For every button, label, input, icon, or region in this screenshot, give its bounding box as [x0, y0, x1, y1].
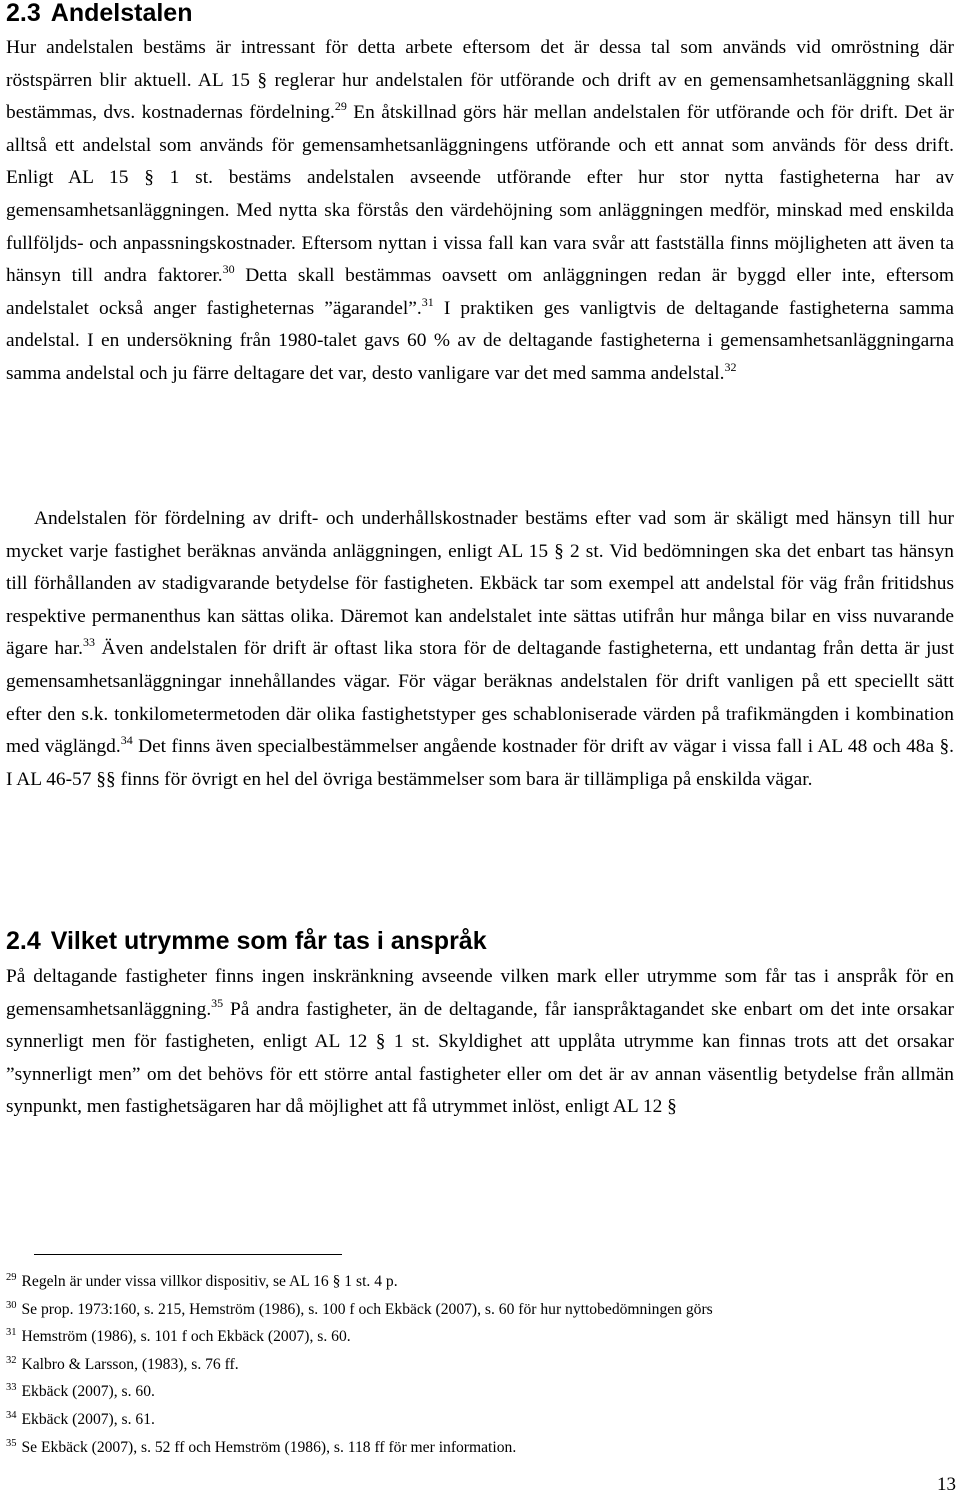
footnote-number: 35 [6, 1437, 17, 1449]
footnote [6, 1351, 954, 1379]
text-run: Hur andelstalen bestäms är intressant för detta arbete eftersom det är dessa tal som används vid omröstning där röstspärren blir aktuell. AL 15 § reglerar hur andelstalen för utförande och drift av en gemensamhetsanläggning skall bestämmas, dvs. kostnadernas fördelning. [6, 37, 954, 124]
footnote-text: Kalbro & Larsson, (1983), s. 76 ff. [21, 1355, 239, 1373]
footnote-ref[interactable]: 32 [724, 359, 737, 374]
section-title: Vilket utrymme som får tas i anspråk [50, 927, 487, 955]
paragraph [6, 32, 954, 391]
footnote-text: Se Ekbäck (2007), s. 52 ff och Hemström (1986), s. 118 ff för mer information. [21, 1438, 517, 1456]
footnote-number: 30 [6, 1299, 17, 1311]
footnote [6, 1378, 954, 1406]
footnote-number: 32 [6, 1354, 17, 1366]
footnote-ref[interactable]: 31 [421, 294, 434, 309]
text-run: I praktiken ges vanligtvis de deltagande fastigheterna samma andelstal. I en undersökning från 1980-talet gavs 60 % av de deltagande fastigheterna i gemensamhetsanläggningarna samma andelstal och ju färre deltagare det var, desto vanligare var det med samma andelstal. [6, 297, 954, 384]
text-run: På deltagande fastigheter finns ingen inskränkning avseende vilken mark eller utrymme som får tas i anspråk för en gemensamhetsanläggning. [6, 966, 954, 1020]
footnote-ref[interactable]: 30 [222, 262, 235, 277]
footnote-text: Ekbäck (2007), s. 60. [21, 1383, 155, 1401]
footnote-text: Ekbäck (2007), s. 61. [21, 1410, 155, 1428]
footnote-text: Se prop. 1973:160, s. 215, Hemström (1986), s. 100 f och Ekbäck (2007), s. 60 för hur nyttobedömningen görs [21, 1300, 713, 1318]
footnote-text: Regeln är under vissa villkor dispositiv, se AL 16 § 1 st. 4 p. [21, 1273, 398, 1290]
footnote-number: 34 [6, 1409, 17, 1421]
paragraph [6, 503, 954, 796]
footnote [6, 1406, 954, 1434]
text-run: På andra fastigheter, än de deltagande, får ianspråktagandet ske enbart om det inte orsakar synnerligt men för fastigheten, enligt AL 12 § 1 st. Skyldighet att upplåta utrymme kan finnas trots att det orsakar ”synnerligt men” om det behövs för ett större antal fastigheter eller om det är av annan väsentlig betydelse från allmän synpunkt, men fastighetsägaren har då möjlighet att få utrymmet inlöst, enligt AL 12 § [6, 998, 954, 1118]
footnote-ref[interactable]: 29 [334, 99, 347, 114]
footnote [6, 1323, 954, 1351]
section-heading-2-4 [6, 926, 487, 956]
footnote-ref[interactable]: 34 [120, 733, 133, 748]
paragraph [6, 961, 954, 1124]
footnote [6, 1268, 954, 1296]
footnote [6, 1434, 954, 1462]
text-run: Detta skall bestämmas oavsett om anläggningen redan är byggd eller inte, eftersom andelstalet också anger fastigheternas ”ägarandel”. [6, 265, 955, 319]
footnote-number: 33 [6, 1382, 17, 1394]
footnote-separator [34, 1254, 342, 1255]
text-run: En åtskillnad görs här mellan andelstalen för utförande och för drift. Det är alltså ett andelstal som används för gemensamhetsanläggningens utförande och ett annat som används för dess drift. Enligt AL 15 § 1 st. bestäms andelstalen avseende utförande efter hur stor nytta fastigheterna har av gemensamhetsanläggningen. Med nytta ska förstås den värdehöjning som anläggningen medför, minskad med enskilda fullföljds- och anpassningskostnader. Eftersom nyttan i vissa fall kan vara svår att fastställa finns möjligheten att även ta hänsyn till andra faktorer. [6, 102, 954, 287]
footnote-ref[interactable]: 33 [82, 635, 95, 650]
text-run: Andelstalen för fördelning av drift- och underhållskostnader bestäms efter vad som är skäligt med hänsyn till hur mycket varje fastighet beräknas använda anläggningen, enligt AL 15 § 2 st. Vid bedömningen ska det enbart tas hänsyn till förhållanden av stadigvarande betydelse för fastigheten. Ekbäck tar som exempel att andelstal för väg från fritidshus respektive permanenthus kan sättas olika. Däremot kan andelstalet inte sättas utifrån hur många bilar en viss nuvarande ägare har. [6, 508, 954, 660]
section-title: Andelstalen [50, 0, 193, 27]
text-run: Även andelstalen för drift är oftast lika stora för de deltagande fastigheterna, ett undantag från detta är just gemensamhetsanläggningar innehållandes vägar. För vägar beräknas andelstalen för drift vanligen på ett speciellt sätt efter den s.k. tonkilometermetoden där olika fastighetstyper ges schabloniserade värden på trafikmängden i kombination med väglängd. [6, 638, 954, 758]
section-heading-2-3 [6, 0, 192, 28]
footnote-number: 29 [6, 1272, 17, 1283]
footnote-text: Hemström (1986), s. 101 f och Ekbäck (2007), s. 60. [21, 1328, 351, 1346]
footnote-ref[interactable]: 35 [211, 995, 224, 1010]
footnote-number: 31 [6, 1327, 17, 1339]
footnote [6, 1296, 954, 1324]
text-run: Det finns även specialbestämmelser angående kostnader för drift av vägar i vissa fall i AL 48 och 48a §. I AL 46-57 §§ finns för övrigt en hel del övriga bestämmelser som bara är tillämpliga på enskilda vägar. [6, 736, 954, 790]
section-number: 2.3 [6, 0, 41, 27]
page-number: 13 [937, 1474, 956, 1495]
footnotes [6, 1268, 954, 1461]
section-number: 2.4 [6, 927, 41, 955]
